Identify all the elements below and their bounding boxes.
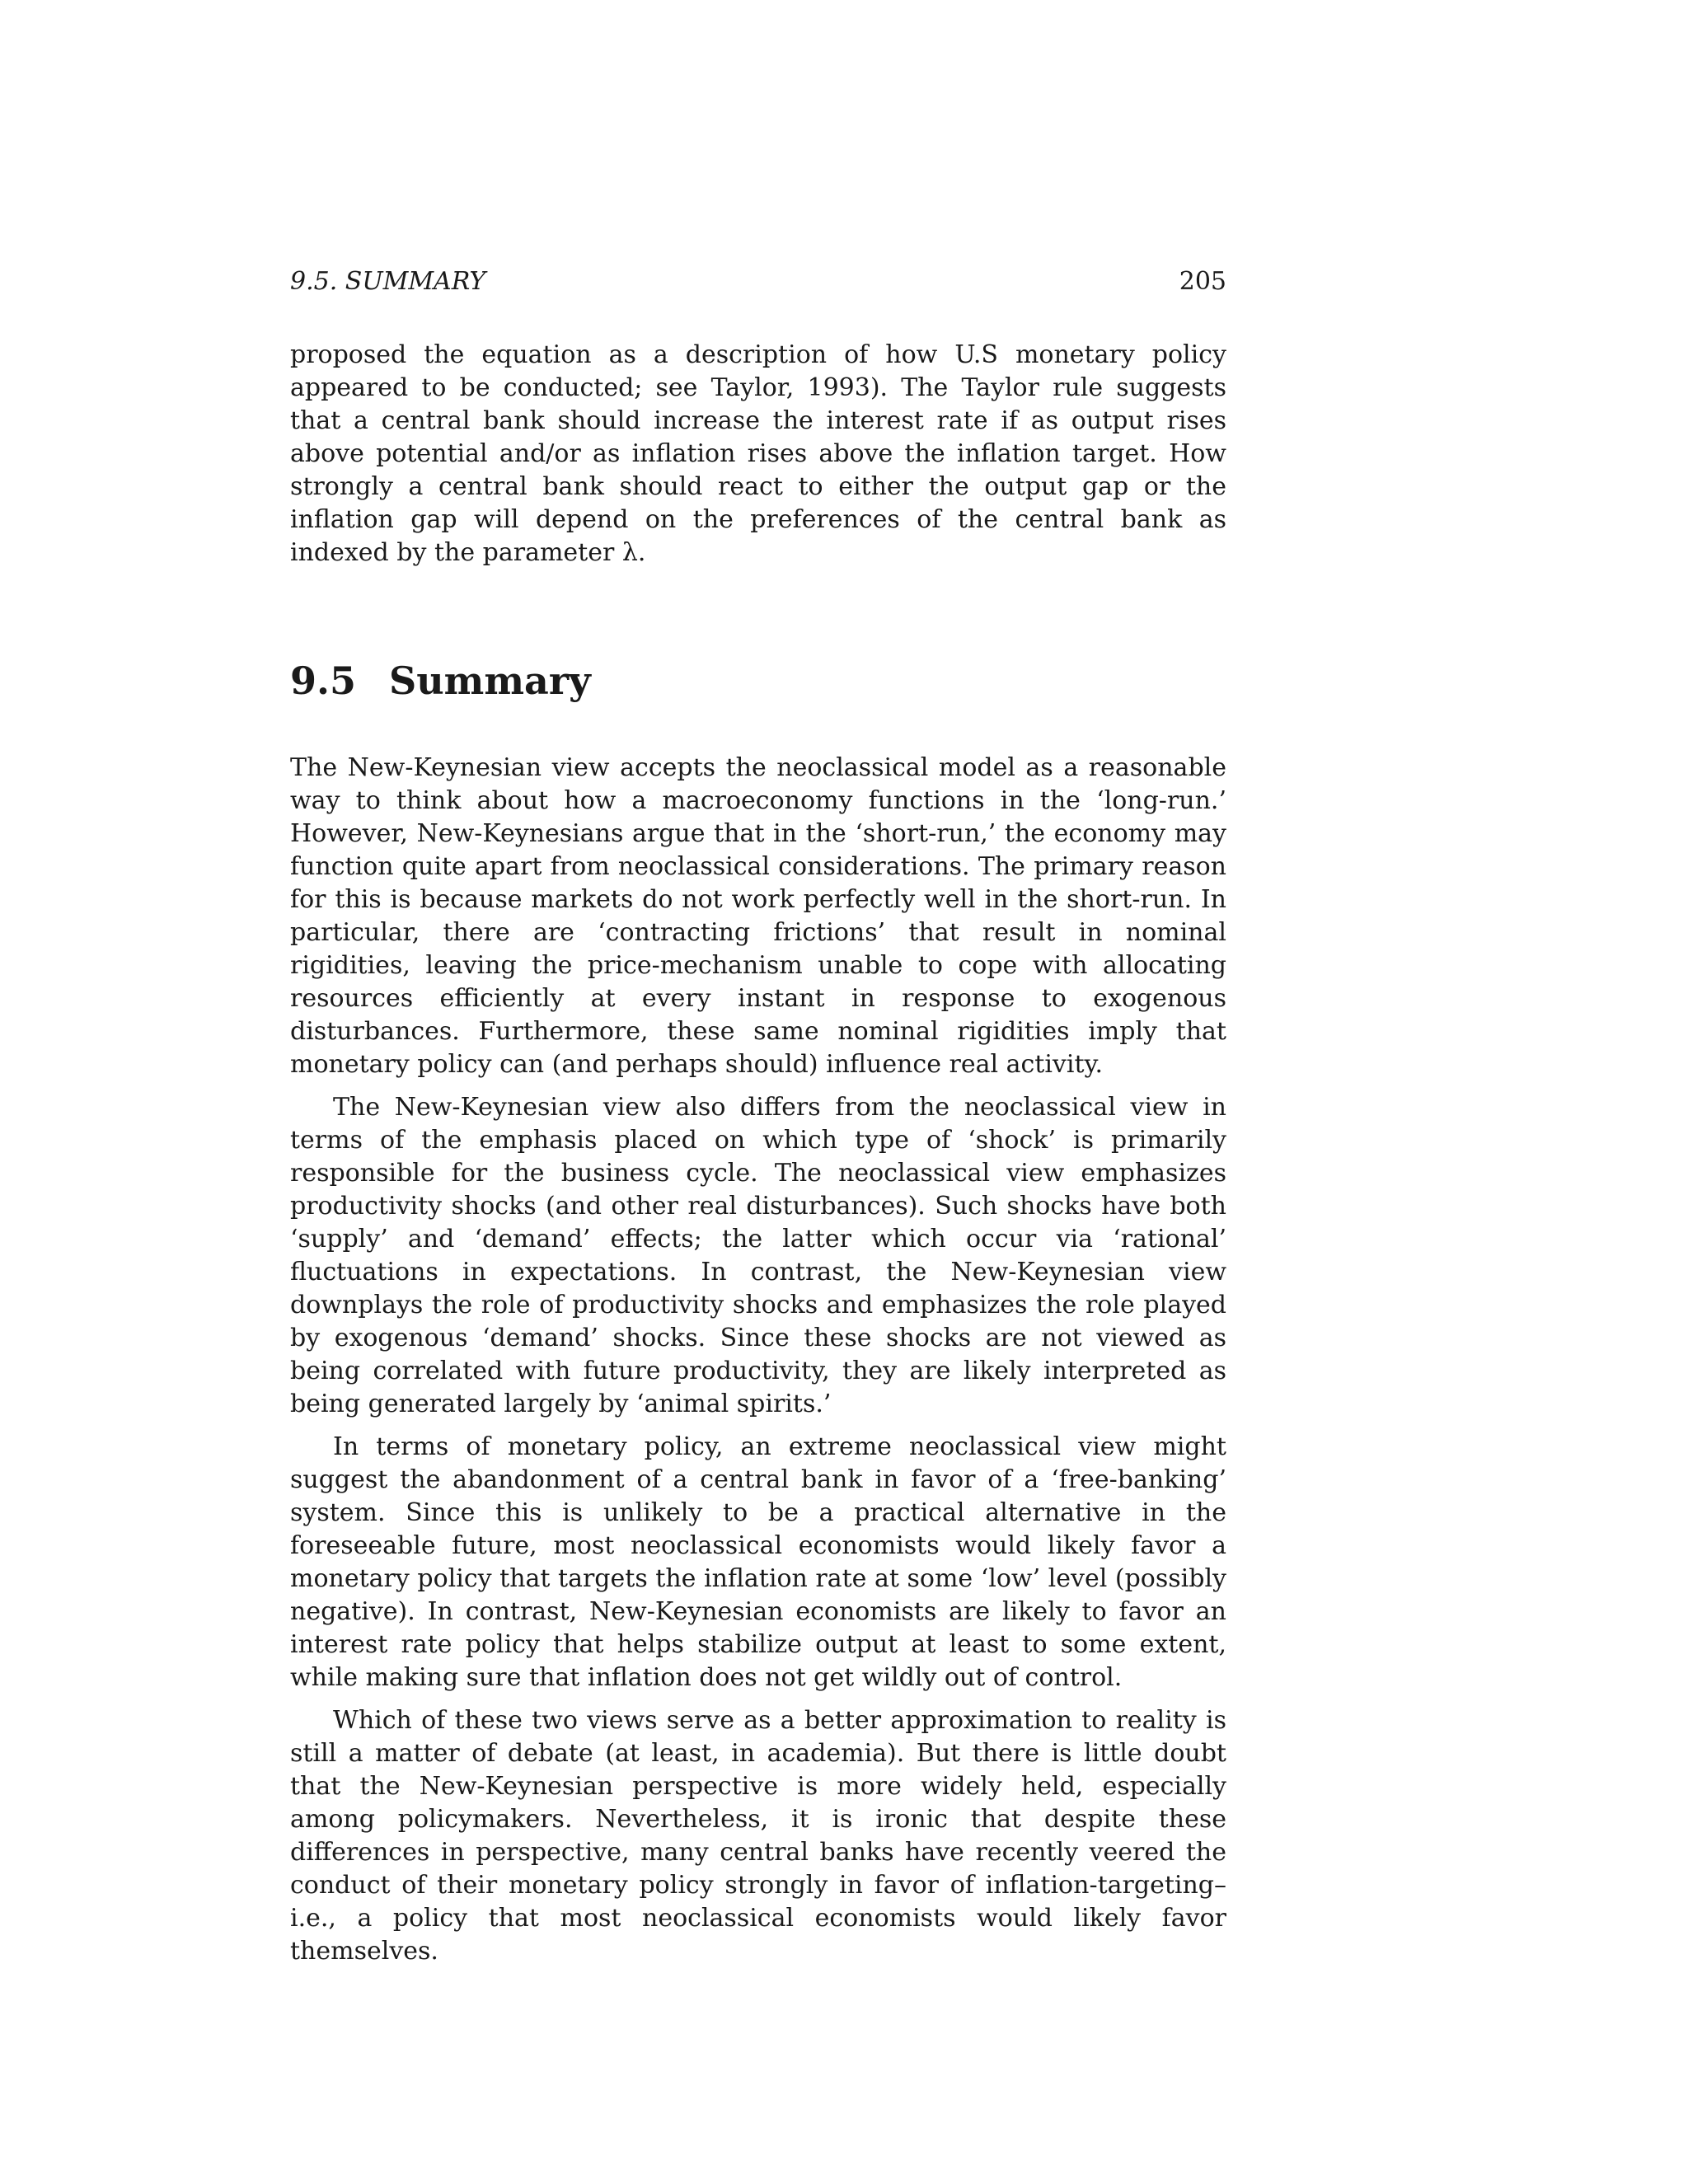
section-number: 9.5	[290, 658, 357, 703]
summary-paragraph-1: The New-Keynesian view accepts the neoclassical model as a reasonable way to think about how a macroeconomy functions in the ‘long-run.’ However, New-Keynesians argue that in the ‘short-run,’ the economy may function quite apart from neoclassical considerations. The primary reason for this is because markets do not work perfectly well in the short-run. In particular, there are ‘contracting frictions’ that result in nominal rigidities, leaving the price-mechanism unable to cope with allocating resources efficiently at every instant in response to exogenous disturbances. Furthermore, these same nominal rigidities imply that monetary policy can (and perhaps should) influence real activity.	[290, 753, 1226, 1079]
section-title: Summary	[389, 658, 591, 703]
continued-paragraph: proposed the equation as a description of how U.S monetary policy appeared to be conducted; see Taylor, 1993). The Taylor rule suggests that a central bank should increase the interest rate if as output rises above potential and/or as inflation rises above the inflation target. How strongly a central bank should react to either the output gap or the inflation gap will depend on the preferences of the central bank as indexed by the parameter λ.	[290, 340, 1226, 567]
running-head	[290, 265, 1226, 298]
summary-paragraph-2: The New-Keynesian view also differs from the neoclassical view in terms of the emphasis placed on which type of ‘shock’ is primarily responsible for the business cycle. The neoclassical view emphasizes productivity shocks (and other real disturbances). Such shocks have both ‘supply’ and ‘demand’ effects; the latter which occur via ‘rational’ fluctuations in expectations. In contrast, the New-Keynesian view downplays the role of productivity shocks and emphasizes the role played by exogenous ‘demand’ shocks. Since these shocks are not viewed as being correlated with future productivity, they are likely interpreted as being generated largely by ‘animal spirits.’	[290, 1093, 1226, 1418]
summary-paragraph-3: In terms of monetary policy, an extreme neoclassical view might suggest the abandonment of a central bank in favor of a ‘free-banking’ system. Since this is unlikely to be a practical alternative in the foreseeable future, most neoclassical economists would likely favor a monetary policy that targets the inflation rate at some ‘low’ level (possibly negative). In contrast, New-Keynesian economists are likely to favor an interest rate policy that helps stabilize output at least to some extent, while making sure that inflation does not get wildly out of control.	[290, 1432, 1226, 1692]
summary-body	[290, 752, 1226, 1978]
book-page	[290, 0, 1226, 2184]
section-heading	[290, 656, 1226, 705]
page-number: 205	[1179, 267, 1226, 296]
summary-paragraph-4: Which of these two views serve as a better approximation to reality is still a matter of debate (at least, in academia). But there is little doubt that the New-Keynesian perspective is more widely held, especially among policymakers. Nevertheless, it is ironic that despite these differences in perspective, many central banks have recently veered the conduct of their monetary policy strongly in favor of inflation-targeting–i.e., a policy that most neoclassical economists would likely favor themselves.	[290, 1706, 1226, 1966]
running-head-section: 9.5. SUMMARY	[290, 267, 486, 296]
